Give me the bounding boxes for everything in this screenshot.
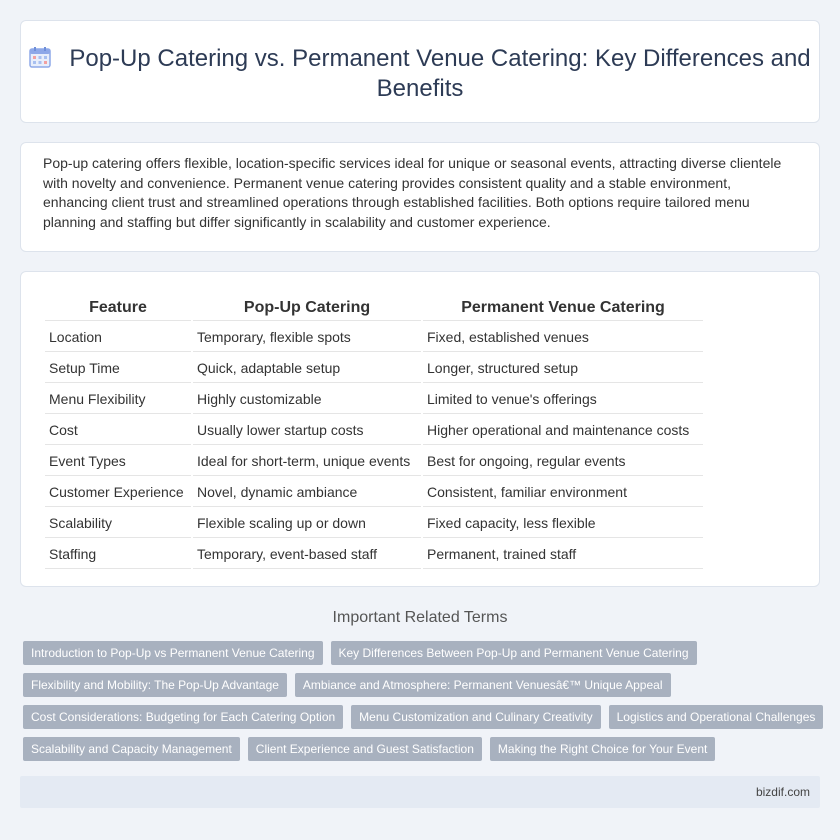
cell-permanent: Longer, structured setup: [423, 354, 703, 383]
table-row: [45, 540, 703, 569]
related-term-link[interactable]: Logistics and Operational Challenges: [609, 705, 824, 729]
table-header-row: [45, 296, 703, 321]
related-terms-row: [23, 737, 715, 761]
related-terms-row: [23, 673, 671, 697]
cell-permanent: Limited to venue's offerings: [423, 385, 703, 414]
related-term-link[interactable]: Cost Considerations: Budgeting for Each Catering Option: [23, 705, 343, 729]
footer: [20, 776, 820, 808]
related-terms-title: Important Related Terms: [332, 609, 508, 626]
cell-feature: Staffing: [45, 540, 191, 569]
cell-pop-up: Ideal for short-term, unique events: [193, 447, 421, 476]
related-term-link[interactable]: Making the Right Choice for Your Event: [490, 737, 715, 761]
comparison-card: [20, 271, 820, 587]
cell-permanent: Permanent, trained staff: [423, 540, 703, 569]
table-row: [45, 478, 703, 507]
header-permanent: Permanent Venue Catering: [423, 296, 703, 321]
cell-pop-up: Flexible scaling up or down: [193, 509, 421, 538]
cell-feature: Customer Experience: [45, 478, 191, 507]
header-feature: Feature: [45, 296, 191, 321]
cell-pop-up: Highly customizable: [193, 385, 421, 414]
cell-feature: Setup Time: [45, 354, 191, 383]
page-title-text: Pop-Up Catering vs. Permanent Venue Catering: Key Differences and Benefits: [69, 45, 811, 102]
table-row: [45, 385, 703, 414]
cell-feature: Menu Flexibility: [45, 385, 191, 414]
cell-feature: Cost: [45, 416, 191, 445]
related-term-link[interactable]: Introduction to Pop-Up vs Permanent Venue Catering: [23, 641, 323, 665]
cell-pop-up: Quick, adaptable setup: [193, 354, 421, 383]
related-term-link[interactable]: Menu Customization and Culinary Creativity: [351, 705, 600, 729]
cell-pop-up: Temporary, flexible spots: [193, 323, 421, 352]
cell-pop-up: Usually lower startup costs: [193, 416, 421, 445]
cell-permanent: Fixed capacity, less flexible: [423, 509, 703, 538]
footer-site-link[interactable]: bizdif.com: [755, 785, 810, 799]
intro-card: [20, 142, 820, 252]
cell-permanent: Consistent, familiar environment: [423, 478, 703, 507]
header-card: [20, 20, 820, 123]
table-row: [45, 416, 703, 445]
cell-pop-up: Temporary, event-based staff: [193, 540, 421, 569]
cell-permanent: Fixed, established venues: [423, 323, 703, 352]
table-row: [45, 509, 703, 538]
table-row: [45, 323, 703, 352]
comparison-table: [43, 294, 705, 571]
header-pop-up: Pop-Up Catering: [193, 296, 421, 321]
intro-text: Pop-up catering offers flexible, location-specific services ideal for unique or seasonal events, attracting diverse clientele with novelty and convenience. Permanent venue catering provides consistent quality and a stable environment, enhancing client trust and streamlined operations through established facilities. Both options require tailored menu planning and staffing but differ significantly in scalability and customer experience.: [43, 155, 782, 230]
related-term-link[interactable]: Client Experience and Guest Satisfaction: [248, 737, 482, 761]
cell-feature: Scalability: [45, 509, 191, 538]
cell-permanent: Best for ongoing, regular events: [423, 447, 703, 476]
table-row: [45, 447, 703, 476]
related-term-link[interactable]: Flexibility and Mobility: The Pop-Up Advantage: [23, 673, 287, 697]
cell-pop-up: Novel, dynamic ambiance: [193, 478, 421, 507]
cell-permanent: Higher operational and maintenance costs: [423, 416, 703, 445]
table-row: [45, 354, 703, 383]
related-term-link[interactable]: Scalability and Capacity Management: [23, 737, 240, 761]
related-terms-row: [23, 641, 697, 665]
cell-feature: Event Types: [45, 447, 191, 476]
related-term-link[interactable]: Key Differences Between Pop-Up and Permanent Venue Catering: [331, 641, 697, 665]
related-term-link[interactable]: Ambiance and Atmosphere: Permanent Venuesâ€™ Unique Appeal: [295, 673, 671, 697]
cell-feature: Location: [45, 323, 191, 352]
calendar-icon: [29, 46, 51, 68]
page-title: [21, 44, 819, 104]
related-terms-row: [23, 705, 823, 729]
